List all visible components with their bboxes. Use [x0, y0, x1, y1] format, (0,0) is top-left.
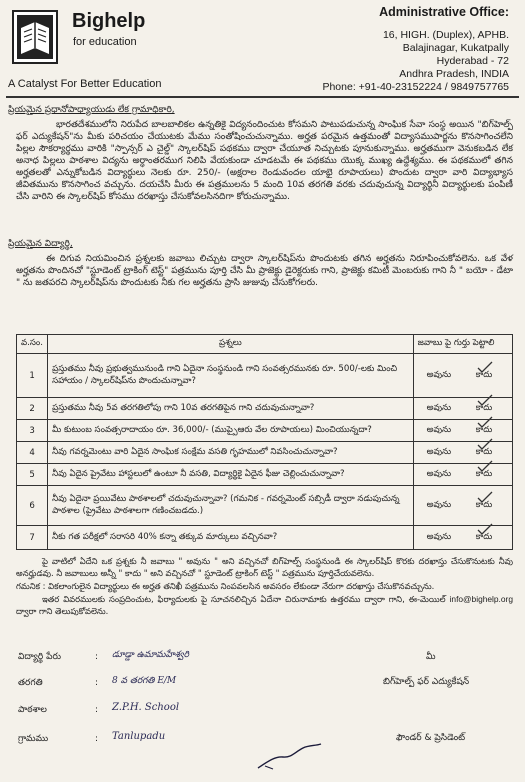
intro-salutation: ప్రియమైన ప్రధానోపాధ్యాయుడు లేక గ్రామాధికారి,	[8, 105, 175, 115]
student-paragraph: ఈ దిగువ నియమించిన ప్రశ్నలకు జవాబు లిచ్చుట ద్వారా స్కాలర్‌షిప్‌ను పొందుటకు తగిన అర్హతను నిరూపించుకోవలెను. ఒక వేళ అర్హతను పొందినచో "స్టూడెంట్ ట్రాకింగ్ టెస్ట్" పత్రమును పూర్తి చేసి మీ ప్రాజెక్టు డైరెక్టరుకు గాని, ప్రాజెక్టు కమిటీ మెంబరుకు గాని నీ " బయో - డేటా " ను జతపరచి స్కాలర్‌షిప్‌ను పొందుటకు నీకు గల అర్హతను ప్రాసి జుజువు చేసుకోగలరు.	[16, 254, 513, 288]
table-row	[17, 526, 513, 550]
table-row	[17, 420, 513, 442]
brand-name: Bighelp	[72, 10, 146, 32]
class-value[interactable]: 8 వ తరగతి E/M	[112, 676, 177, 686]
table-row	[17, 464, 513, 486]
yes-option[interactable]: అవును	[426, 499, 452, 510]
yes-option[interactable]: అవును	[426, 424, 452, 435]
no-option: కాదు	[475, 424, 493, 435]
office-line: Balajinagar, Kukatpally	[402, 42, 509, 54]
checkmark-icon	[477, 361, 493, 373]
col-answer: జవాబు పై గుర్తు పెట్టాలి	[413, 335, 512, 354]
no-option: కాదు	[475, 402, 493, 413]
checkmark-icon	[477, 438, 493, 450]
yes-option[interactable]: అవును	[426, 468, 452, 479]
org-name: బిగ్‌హెల్ప్ ఫర్ ఎద్యుకేషన్	[383, 677, 470, 687]
no-option: కాదు	[475, 499, 493, 510]
village-value[interactable]: Tanlupadu	[112, 731, 166, 742]
class-label: తరగతి	[18, 678, 43, 688]
checkmark-icon	[477, 523, 493, 535]
student-name-label: విద్యార్థి పేరు	[18, 652, 61, 662]
school-value[interactable]: Z.P.H. School	[112, 702, 180, 713]
table-row	[17, 398, 513, 420]
bighelp-logo-icon	[12, 10, 58, 64]
office-line: 16, HIGH. (Duplex), APHB.	[382, 29, 509, 41]
table-header-row	[17, 335, 513, 354]
tagline: A Catalyst For Better Education	[8, 78, 162, 90]
row-number: 7	[17, 526, 48, 550]
row-question: నీవు గవర్నమెంటు వారి ఏదైన సాంఘిక సంక్షేమ వసతి గృహములో నివసించుచున్నావా?	[48, 442, 413, 464]
contact-email-link[interactable]: info@bighelp.org	[449, 594, 513, 604]
no-option: కాదు	[475, 446, 493, 457]
checkmark-icon	[477, 416, 493, 428]
letter-page: Bighelp for education A Catalyst For Better Education Administrative Office: 16, HIGH. (Duplex), APHB. Balajinagar, Kukatpally Hyderabad - 72 Andhra Pradesh, INDIA Phone: +91-40-23152224 / 9849757765 ప్రియమైన ప్రధానోపాధ్యాయుడు లేక గ్రామాధికారి, భారతదేశములోని నిరుపేద బాలబాలికల ఉన్నతికై విద్యనందించుట కోసమని పాటుపడుచున్న సాంఘిక సేవా సంస్థ అయిన "బిగ్‌హెల్ప్ ఫర్ ఎద్యుకేషన్"ను మీకు పరిచయం చేయుటకు మేము సంతోషించుచున్నాము. అర్హత పరమైన ఉత్తమంతో విద్యాసముపార్జను కొనసాగించలేని పిల్లల సౌకర్యార్థము వారికి "స్పాన్సర్ ఎ చైల్డ్" స్కాలర్‌షిప్ పథకము ద్వారా చేయూత నిచ్చుటకు పూనుకున్నాము. అర్హతముగా వెనుకబడిన లేక అనాధ పిల్లలు పాఠశాల విద్యను అర్ధాంతరముగ నిలిపి వేయకుండా చూడటమే ఈ పథకము యొక్క ముఖ్య ఉద్దేశ్యము. ఈ పథకములో తగిన అర్హతలతో ఎన్నుకోబడిన విద్యార్థులు నెలకు రూ. 250/- (అక్షరాల రెండువందల యాభై రూపాయలు) పొందుట ద్వారా వారి విద్యాభ్యాస జీవితమును కొనసాగించ వచ్చును. దయచేసి మీరు ఈ పత్రములను 5 మంది 10వ తరగతి వరకు చదువుచున్న విద్యార్థినీ విద్యార్థులకు పంపిణీ చేసి వారిని ఈ స్కాలర్‌షిప్ కోసము దరఖాస్తు చేసుకోవలసినదిగా కోరుచున్నాము. ప్రియమైన విద్యార్థి, ఈ దిగువ నియమించిన ప్రశ్నలకు జవాబు లిచ్చుట ద్వారా స్కాలర్‌షిప్‌ను పొందుటకు తగిన అర్హతను నిరూపించుకోవలెను. ఒక వేళ అర్హతను పొందినచో "స్టూడెంట్ ట్రాకింగ్ టెస్ట్" పత్రమును పూర్తి చేసి మీ ప్రాజెక్టు డైరెక్టరుకు గాని, ప్రాజెక్టు కమిటీ మెంబరుకు గాని నీ " బయో - డేటా " ను జతపరచి స్కాలర్‌షిప్‌ను పొందుటకు నీకు గల అర్హతను ప్రాసి జుజువు చేసుకోగలరు. వ.సం. ప్రశ్నలు జవాబు పై గుర్తు పెట్టాలి 1 ప్రస్తుతము నీవు ప్రభుత్వమునుండి గాని ఏదైనా సంస్థనుండి గాని సంవత్సరమునకు రూ. 500/-లకు మించి సహాయం / స్కాలర్‌షిప్‌ను పొందుచున్నావా? అవును కాదు 2 ప్రస్తుతము నీవు 5వ తరగతిలోపు గాని 10వ తరగతిపైన గాని చదువుచున్నావా? అవును కాదు 3 మీ కుటుంబ సంవత్సరాదాయం రూ. 36,000/- (ముప్పైఆరు వేల రూపాయలు) మించియున్నదా? అవును కాదు 4 నీవు గవర్నమెంటు వారి ఏదైన సాంఘిక సంక్షేమ వసతి గృహములో నివసించుచున్నావా? అవును కాదు 5 నీవు ఏదైన ప్రైవేటు హాస్టలులో ఉంటూ నీ వసతి, విద్యార్థికై ఏదైన ఫీజు చెల్లించుచున్నావా? అవును కాదు 6 నీవు ఏదైనా ప్రయివేటు పాఠశాలలో చదువుచున్నావా? (గమనిక - గవర్నమెంట్ సబ్సిడీ ద్వారా నడుపుచున్న పాఠశాల (ప్రైవేటు పాఠశాలగా గణించబడదు.) అవును కాదు 7 నీకు గత పరీక్షలో సరాసరి 40% కన్నా తక్కువ మార్కులు వచ్చినవా? అవును కాదు పై వాటిలో ఏదేని ఒక ప్రశ్నకు నీ జవాబు " అవును " అని వచ్చినచో బిగ్‌హెల్ప్ సంస్థనుండి ఈ స్కాలర్‌షిప్ కొరకు దరఖాస్తు చేసుకొనుటకు నీవు అనర్హుడవు. నీ జవాబులు అన్నీ " కాదు " అని వచ్చినచో " స్టూడెంట్ ట్రాకింగ్ టెస్ట్ " పత్రమును పూర్తిచేయవలెను. గమనిక : వికలాంగులైన విద్యార్థులు ఈ అర్హత తనిఖీ పత్రమును నింపవలసిన అవసరం లేకుండా నేరుగా దరఖాస్తు చేసుకొనవచ్చును. ఇతర వివరములకు సంప్రదించుట, ఫిర్యాదులకు పై సూచనలిచ్చిన ఏదేనా చిరునామాకు ఉత్తరము ద్వారా గాని, ఈ-మెయిల్ info@bighelp.org ద్వారా గాని తెలుపుకోవలెను. విద్యార్థి పేరు : డూడ్డా ఉమామహేశ్వరి తరగతి : 8 వ తరగతి E/M పాఠశాల : Z.P.H. School గ్రామము : Tanlupadu మీ బిగ్‌హెల్ప్ ఫర్ ఎద్యుకేషన్ ఫౌండర్ & ప్రెసిడెంట్	[0, 0, 525, 782]
checkmark-icon	[477, 491, 493, 503]
student-salutation: ప్రియమైన విద్యార్థి,	[8, 239, 73, 249]
office-line: Andhra Pradesh, INDIA	[399, 68, 509, 80]
yes-option[interactable]: అవును	[426, 402, 452, 413]
contact-text: ఇతర వివరములకు సంప్రదించుట, ఫిర్యాదులకు పై సూచనలిచ్చిన ఏదేనా చిరునామాకు ఉత్తరము ద్వారా గాని, ఈ-మెయిల్	[42, 594, 446, 604]
brand-subtitle: for education	[73, 36, 137, 48]
office-phone: Phone: +91-40-23152224 / 9849757765	[322, 81, 509, 93]
signer-title: ఫౌండర్ & ప్రెసిడెంట్	[396, 733, 466, 743]
checkmark-icon	[477, 394, 493, 406]
org-yours: మీ	[426, 652, 436, 662]
no-option: కాదు	[475, 369, 493, 380]
table-row	[17, 442, 513, 464]
yes-option[interactable]: అవును	[426, 446, 452, 457]
no-option: కాదు	[475, 468, 493, 479]
row-question: నీవు ఏదైనా ప్రయివేటు పాఠశాలలో చదువుచున్నావా? (గమనిక - గవర్నమెంట్ సబ్సిడీ ద్వారా నడుపుచున్న పాఠశాల (ప్రైవేటు పాఠశాలగా గణించబడదు.)	[48, 486, 413, 526]
signature-icon	[255, 742, 325, 772]
col-serial: వ.సం.	[17, 335, 48, 354]
row-number: 3	[17, 420, 48, 442]
contact-paragraph	[16, 594, 513, 617]
yes-option[interactable]: అవును	[426, 369, 452, 380]
village-label: గ్రామము	[18, 734, 49, 744]
row-question: ప్రస్తుతము నీవు 5వ తరగతిలోపు గాని 10వ తరగతిపైన గాని చదువుచున్నావా?	[48, 398, 413, 420]
office-title: Administrative Office:	[379, 5, 509, 19]
table-row	[17, 486, 513, 526]
row-number: 2	[17, 398, 48, 420]
row-question: నీకు గత పరీక్షలో సరాసరి 40% కన్నా తక్కువ మార్కులు వచ్చినవా?	[48, 526, 413, 550]
school-label: పాఠశాల	[18, 705, 47, 715]
table-row	[17, 354, 513, 398]
no-option: కాదు	[475, 531, 493, 542]
header-divider	[6, 96, 519, 98]
eligibility-table	[16, 334, 513, 550]
office-line: Hyderabad - 72	[436, 55, 509, 67]
row-number: 6	[17, 486, 48, 526]
row-question: నీవు ఏదైన ప్రైవేటు హాస్టలులో ఉంటూ నీ వసతి, విద్యార్థికై ఏదైన ఫీజు చెల్లించుచున్నావా?	[48, 464, 413, 486]
row-number: 1	[17, 354, 48, 398]
office-address	[322, 6, 509, 94]
intro-paragraph: భారతదేశములోని నిరుపేద బాలబాలికల ఉన్నతికై విద్యనందించుట కోసమని పాటుపడుచున్న సాంఘిక సేవా సంస్థ అయిన "బిగ్‌హెల్ప్ ఫర్ ఎద్యుకేషన్"ను మీకు పరిచయం చేయుటకు మేము సంతోషించుచున్నాము. అర్హత పరమైన ఉత్తమంతో విద్యాసముపార్జను కొనసాగించలేని పిల్లల సౌకర్యార్థము వారికి "స్పాన్సర్ ఎ చైల్డ్" స్కాలర్‌షిప్ పథకము ద్వారా చేయూత నిచ్చుటకు పూనుకున్నాము. అర్హతముగా వెనుకబడిన లేక అనాధ పిల్లలు పాఠశాల విద్యను అర్ధాంతరముగ నిలిపి వేయకుండా చూడటమే ఈ పథకము యొక్క ముఖ్య ఉద్దేశ్యము. ఈ పథకములో తగిన అర్హతలతో ఎన్నుకోబడిన విద్యార్థులు నెలకు రూ. 250/- (అక్షరాల రెండువందల యాభై రూపాయలు) పొందుట ద్వారా వారి విద్యాభ్యాస జీవితమును కొనసాగించ వచ్చును. దయచేసి మీరు ఈ పత్రములను 5 మంది 10వ తరగతి వరకు చదువుచున్న విద్యార్థినీ విద్యార్థులకు పంపిణీ చేసి వారిని ఈ స్కాలర్‌షిప్ కోసము దరఖాస్తు చేసుకోవలసినదిగా కోరుచున్నాము.	[16, 120, 513, 202]
row-number: 4	[17, 442, 48, 464]
yes-option[interactable]: అవును	[426, 531, 452, 542]
col-questions: ప్రశ్నలు	[48, 335, 413, 354]
note-paragraph: గమనిక : వికలాంగులైన విద్యార్థులు ఈ అర్హత తనిఖీ పత్రమును నింపవలసిన అవసరం లేకుండా నేరుగా దరఖాస్తు చేసుకొనవచ్చును.	[16, 581, 435, 591]
contact-text-end: ద్వారా గాని తెలుపుకోవలెను.	[16, 605, 109, 616]
student-name-value[interactable]: డూడ్డా ఉమామహేశ్వరి	[112, 650, 189, 660]
checkmark-icon	[477, 460, 493, 472]
row-question: ప్రస్తుతము నీవు ప్రభుత్వమునుండి గాని ఏదైనా సంస్థనుండి గాని సంవత్సరమునకు రూ. 500/-లకు మించి సహాయం / స్కాలర్‌షిప్‌ను పొందుచున్నావా?	[48, 354, 413, 398]
closing-paragraph: పై వాటిలో ఏదేని ఒక ప్రశ్నకు నీ జవాబు " అవును " అని వచ్చినచో బిగ్‌హెల్ప్ సంస్థనుండి ఈ స్కాలర్‌షిప్ కొరకు దరఖాస్తు చేసుకొనుటకు నీవు అనర్హుడవు. నీ జవాబులు అన్నీ " కాదు " అని వచ్చినచో " స్టూడెంట్ ట్రాకింగ్ టెస్ట్ " పత్రమును పూర్తిచేయవలెను.	[16, 556, 513, 578]
row-question: మీ కుటుంబ సంవత్సరాదాయం రూ. 36,000/- (ముప్పైఆరు వేల రూపాయలు) మించియున్నదా?	[48, 420, 413, 442]
row-number: 5	[17, 464, 48, 486]
